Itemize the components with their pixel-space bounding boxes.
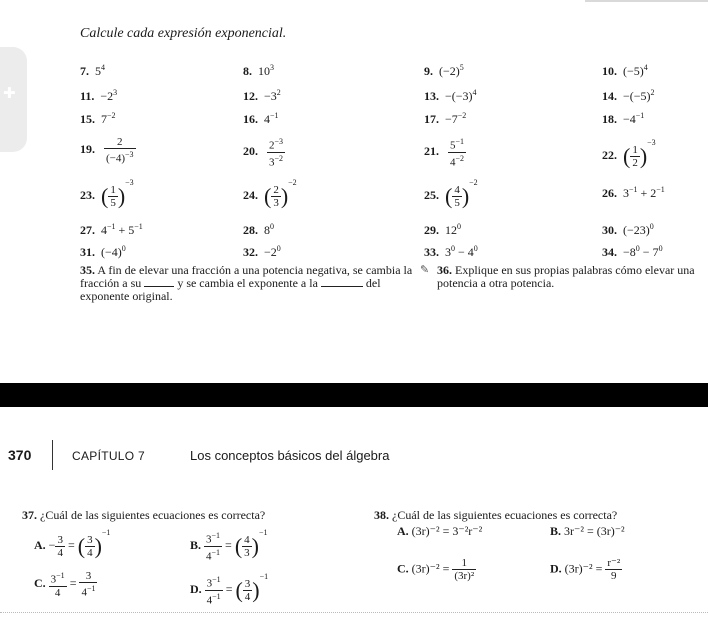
exercise-26: 26. $3^{-1} + 2^{-1}$ <box>602 185 665 200</box>
q37-option-a[interactable]: A. − $\frac{3}{4}$ = ( $\frac{3}{4}$ )$^{-1}$ <box>34 528 111 559</box>
accessibility-icon[interactable]: ✚ <box>3 84 16 102</box>
exercise-32: 32. $-2^0$ <box>243 244 281 259</box>
exercise-23: 23. ( $\frac{1}{5}$ )$^{-3}$ <box>80 178 134 209</box>
q37-option-c[interactable]: C. $\frac{3^{-1}}{4}$ = $\frac{3}{4^{-1}}$ <box>34 570 96 599</box>
exercise-36: 36. Explique en sus propias palabras cómo elevar una potencia a otra potencia. <box>437 263 695 290</box>
exercise-25: 25. ( $\frac{4}{5}$ )$^{-2}$ <box>424 178 478 209</box>
exercise-10: 10. $(-5)^4$ <box>602 63 648 78</box>
exercise-12: 12. $-3^2$ <box>243 88 281 103</box>
exercise-22: 22. ( $\frac{1}{2}$ )$^{-3}$ <box>602 138 656 169</box>
q38-option-c[interactable]: C. (3r)⁻² = $\frac{1}{\text{(3r)²}}$ <box>397 557 475 582</box>
exercise-33: 33. $3^0 - 4^0$ <box>424 244 478 259</box>
bottom-edge <box>0 612 708 617</box>
exercise-21: 21. $\frac{5^{-1}}{4^{-2}}$ <box>424 137 465 169</box>
exercise-24: 24. ( $\frac{2}{3}$ )$^{-2}$ <box>243 178 297 209</box>
exercise-17: 17. $-7^{-2}$ <box>424 111 467 126</box>
answer-blank-1[interactable] <box>144 277 174 287</box>
exercise-9: 9. $(-2)^5$ <box>424 63 464 78</box>
exercise-31: 31. $(-4)^0$ <box>80 244 126 259</box>
exercise-13: 13. $-(-3)^4$ <box>424 88 477 103</box>
exercise-20: 20. $\frac{2^{-3}}{3^{-2}}$ <box>243 137 284 169</box>
question-37: 37. ¿Cuál de las siguientes ecuaciones es correcta? <box>22 508 266 522</box>
exercise-19: 19. $\frac{2}{(-4)^{-3}}$ <box>80 136 134 165</box>
q37-option-b[interactable]: B. $\frac{3^{-1}}{4^{-1}}$ = ( $\frac{4}{3}$ )$^{-1}$ <box>190 528 268 563</box>
page-separator <box>0 383 708 407</box>
exercise-28: 28. $8^0$ <box>243 222 274 237</box>
exercise-34: 34. $-8^0 - 7^0$ <box>602 244 663 259</box>
exercise-35: 35. A fin de elevar una fracción a una potencia negativa, se cambia la fracción a su y se cambia el exponente a la del exponente original. <box>80 263 413 303</box>
q38-option-d[interactable]: D. (3r)⁻² = $\frac{\text{r⁻²}}{9}$ <box>550 557 621 582</box>
exercise-heading: Calcule cada expresión exponencial. <box>80 26 287 41</box>
exercise-18: 18. $-4^{-1}$ <box>602 111 645 126</box>
page-number: 370 <box>8 447 32 463</box>
exercise-7: 7. $5^4$ <box>80 63 105 78</box>
exercise-16: 16. $4^{-1}$ <box>243 111 279 126</box>
exercise-11: 11. $-2^3$ <box>80 88 118 103</box>
answer-blank-2[interactable] <box>321 277 363 287</box>
exercise-30: 30. $(-23)^0$ <box>602 222 654 237</box>
q38-option-a[interactable]: A. (3r)⁻² = 3⁻²r⁻² <box>397 524 483 538</box>
exercise-14: 14. $-(-5)^2$ <box>602 88 655 103</box>
chapter-title: Los conceptos básicos del álgebra <box>190 448 390 463</box>
header-divider <box>52 440 53 470</box>
exercise-27: 27. $4^{-1} + 5^{-1}$ <box>80 222 143 237</box>
q38-option-b[interactable]: B. 3r⁻² = (3r)⁻² <box>550 524 625 538</box>
question-38: 38. ¿Cuál de las siguientes ecuaciones es correcta? <box>374 508 618 522</box>
exercise-29: 29. $12^0$ <box>424 222 461 237</box>
chapter-label: CAPÍTULO 7 <box>72 449 146 463</box>
q37-option-d[interactable]: D. $\frac{3^{-1}}{4^{-1}}$ = ( $\frac{3}{4}$ )$^{-1}$ <box>190 572 269 607</box>
top-edge-bar <box>585 0 708 2</box>
exercise-8: 8. $10^3$ <box>243 63 274 78</box>
pencil-icon: ✎ <box>420 263 430 276</box>
exercise-15: 15. $7^{-2}$ <box>80 111 116 126</box>
